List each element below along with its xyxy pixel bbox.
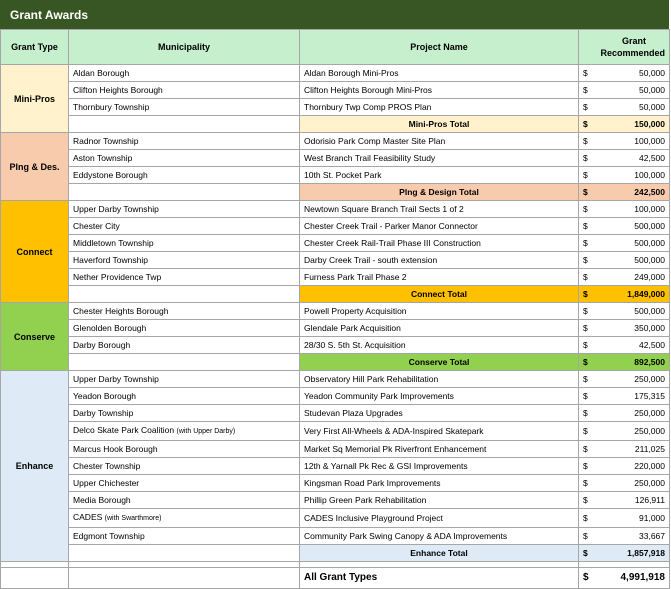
currency-symbol: $ bbox=[579, 167, 591, 184]
project-name-cell: West Branch Trail Feasibility Study bbox=[300, 150, 579, 167]
currency-symbol: $ bbox=[579, 441, 591, 458]
municipality-cell bbox=[69, 303, 300, 320]
sheet-title: Grant Awards bbox=[0, 0, 669, 29]
group-total-row bbox=[1, 545, 670, 562]
table-row bbox=[1, 388, 670, 405]
project-name-cell: Very First All-Wheels & ADA-Inspired Skatepark bbox=[300, 422, 579, 441]
currency-symbol: $ bbox=[579, 475, 591, 492]
project-name-cell: Glendale Park Acquisition bbox=[300, 320, 579, 337]
currency-symbol: $ bbox=[579, 235, 591, 252]
project-name-cell: Community Park Swing Canopy & ADA Improvements bbox=[300, 528, 579, 545]
municipality-name: Aston Township bbox=[73, 153, 133, 163]
municipality-cell bbox=[69, 320, 300, 337]
grant-type-cell: Enhance bbox=[1, 371, 69, 562]
currency-symbol: $ bbox=[579, 509, 591, 528]
municipality-name: Glenolden Borough bbox=[73, 323, 147, 333]
grant-amount-cell: 126,911 bbox=[591, 492, 670, 509]
grant-amount-cell: 500,000 bbox=[591, 218, 670, 235]
grand-total-amount: 4,991,918 bbox=[591, 568, 670, 589]
currency-symbol: $ bbox=[579, 528, 591, 545]
col-header-grant-line1: Grant bbox=[621, 36, 646, 46]
municipality-cell bbox=[69, 388, 300, 405]
currency-symbol: $ bbox=[579, 492, 591, 509]
grant-amount-cell: 211,025 bbox=[591, 441, 670, 458]
group-total-amount: 150,000 bbox=[591, 116, 670, 133]
municipality-name: Eddystone Borough bbox=[73, 170, 148, 180]
currency-symbol: $ bbox=[579, 371, 591, 388]
municipality-name: Chester City bbox=[73, 221, 120, 231]
project-name-cell: Market Sq Memorial Pk Riverfront Enhancement bbox=[300, 441, 579, 458]
table-row bbox=[1, 303, 670, 320]
grant-amount-cell: 500,000 bbox=[591, 235, 670, 252]
col-header-grant-recommended bbox=[579, 30, 670, 65]
municipality-cell bbox=[69, 475, 300, 492]
grant-type-cell: Plng & Des. bbox=[1, 133, 69, 201]
grant-amount-cell: 50,000 bbox=[591, 65, 670, 82]
currency-symbol: $ bbox=[579, 201, 591, 218]
table-row bbox=[1, 218, 670, 235]
project-name-cell: Darby Creek Trail - south extension bbox=[300, 252, 579, 269]
grant-amount-cell: 250,000 bbox=[591, 371, 670, 388]
currency-symbol: $ bbox=[579, 320, 591, 337]
municipality-name: CADES bbox=[73, 512, 103, 522]
municipality-name: Chester Township bbox=[73, 461, 141, 471]
grand-total-label: All Grant Types bbox=[300, 568, 579, 589]
table-row bbox=[1, 475, 670, 492]
municipality-name: Radnor Township bbox=[73, 136, 139, 146]
grant-amount-cell: 350,000 bbox=[591, 320, 670, 337]
group-total-row bbox=[1, 116, 670, 133]
municipality-cell bbox=[69, 492, 300, 509]
group-total-amount: 1,849,000 bbox=[591, 286, 670, 303]
municipality-cell bbox=[69, 528, 300, 545]
grant-type-cell: Connect bbox=[1, 201, 69, 303]
grant-amount-cell: 100,000 bbox=[591, 133, 670, 150]
municipality-cell bbox=[69, 252, 300, 269]
empty-cell bbox=[1, 568, 69, 589]
project-name-cell: CADES Inclusive Playground Project bbox=[300, 509, 579, 528]
grant-amount-cell: 42,500 bbox=[591, 150, 670, 167]
currency-symbol: $ bbox=[579, 568, 591, 589]
project-name-cell: Odorisio Park Comp Master Site Plan bbox=[300, 133, 579, 150]
municipality-cell bbox=[69, 150, 300, 167]
project-name-cell: Newtown Square Branch Trail Sects 1 of 2 bbox=[300, 201, 579, 218]
project-name-cell: Furness Park Trail Phase 2 bbox=[300, 269, 579, 286]
group-total-label: Conserve Total bbox=[300, 354, 579, 371]
group-total-row bbox=[1, 184, 670, 201]
empty-cell bbox=[69, 354, 300, 371]
grant-amount-cell: 250,000 bbox=[591, 422, 670, 441]
table-row bbox=[1, 82, 670, 99]
col-header-project-name: Project Name bbox=[300, 30, 579, 65]
empty-cell bbox=[69, 545, 300, 562]
project-name-cell: 10th St. Pocket Park bbox=[300, 167, 579, 184]
municipality-cell bbox=[69, 201, 300, 218]
municipality-name: Yeadon Borough bbox=[73, 391, 137, 401]
grant-amount-cell: 500,000 bbox=[591, 252, 670, 269]
municipality-cell bbox=[69, 405, 300, 422]
currency-symbol: $ bbox=[579, 422, 591, 441]
col-header-grant-line2: Recommended bbox=[600, 48, 665, 58]
grant-amount-cell: 91,000 bbox=[591, 509, 670, 528]
table-row bbox=[1, 167, 670, 184]
project-name-cell: Clifton Heights Borough Mini-Pros bbox=[300, 82, 579, 99]
currency-symbol: $ bbox=[579, 337, 591, 354]
municipality-cell bbox=[69, 65, 300, 82]
municipality-cell bbox=[69, 82, 300, 99]
grant-amount-cell: 100,000 bbox=[591, 167, 670, 184]
grant-amount-cell: 220,000 bbox=[591, 458, 670, 475]
table-row bbox=[1, 441, 670, 458]
municipality-cell bbox=[69, 509, 300, 528]
currency-symbol: $ bbox=[579, 218, 591, 235]
grant-amount-cell: 50,000 bbox=[591, 99, 670, 116]
currency-symbol: $ bbox=[579, 184, 591, 201]
municipality-name: Aldan Borough bbox=[73, 68, 130, 78]
municipality-cell bbox=[69, 269, 300, 286]
table-row bbox=[1, 458, 670, 475]
project-name-cell: Kingsman Road Park Improvements bbox=[300, 475, 579, 492]
empty-cell bbox=[69, 184, 300, 201]
group-total-amount: 892,500 bbox=[591, 354, 670, 371]
currency-symbol: $ bbox=[579, 303, 591, 320]
municipality-cell bbox=[69, 235, 300, 252]
table-row bbox=[1, 509, 670, 528]
group-total-label: Plng & Design Total bbox=[300, 184, 579, 201]
project-name-cell: Observatory Hill Park Rehabilitation bbox=[300, 371, 579, 388]
table-row bbox=[1, 99, 670, 116]
municipality-name: Upper Darby Township bbox=[73, 374, 159, 384]
currency-symbol: $ bbox=[579, 545, 591, 562]
grant-type-cell: Conserve bbox=[1, 303, 69, 371]
grant-amount-cell: 33,667 bbox=[591, 528, 670, 545]
municipality-name: Upper Chichester bbox=[73, 478, 140, 488]
project-name-cell: Chester Creek Rail-Trail Phase III Construction bbox=[300, 235, 579, 252]
municipality-cell bbox=[69, 371, 300, 388]
table-row bbox=[1, 133, 670, 150]
column-header-row bbox=[1, 30, 670, 65]
table-row bbox=[1, 320, 670, 337]
currency-symbol: $ bbox=[579, 65, 591, 82]
project-name-cell: Thornbury Twp Comp PROS Plan bbox=[300, 99, 579, 116]
currency-symbol: $ bbox=[579, 405, 591, 422]
table-row bbox=[1, 150, 670, 167]
project-name-cell: Aldan Borough Mini-Pros bbox=[300, 65, 579, 82]
group-total-label: Enhance Total bbox=[300, 545, 579, 562]
municipality-name: Middletown Township bbox=[73, 238, 154, 248]
municipality-name: Haverford Township bbox=[73, 255, 148, 265]
currency-symbol: $ bbox=[579, 133, 591, 150]
empty-cell bbox=[69, 568, 300, 589]
municipality-name: Delco Skate Park Coalition bbox=[73, 425, 175, 435]
municipality-cell bbox=[69, 218, 300, 235]
group-total-amount: 1,857,918 bbox=[591, 545, 670, 562]
col-header-municipality: Municipality bbox=[69, 30, 300, 65]
municipality-note: (with Swarthmore) bbox=[104, 515, 162, 522]
table-row bbox=[1, 337, 670, 354]
project-name-cell: Chester Creek Trail - Parker Manor Connector bbox=[300, 218, 579, 235]
currency-symbol: $ bbox=[579, 354, 591, 371]
municipality-note: (with Upper Darby) bbox=[176, 428, 236, 435]
municipality-name: Darby Township bbox=[73, 408, 134, 418]
table-row bbox=[1, 528, 670, 545]
group-total-amount: 242,500 bbox=[591, 184, 670, 201]
group-total-label: Connect Total bbox=[300, 286, 579, 303]
col-header-grant-type: Grant Type bbox=[1, 30, 69, 65]
grant-awards-table bbox=[0, 29, 670, 589]
currency-symbol: $ bbox=[579, 286, 591, 303]
project-name-cell: 28/30 S. 5th St. Acquisition bbox=[300, 337, 579, 354]
table-body bbox=[1, 65, 670, 589]
currency-symbol: $ bbox=[579, 99, 591, 116]
project-name-cell: Phillip Green Park Rehabilitation bbox=[300, 492, 579, 509]
group-total-row bbox=[1, 354, 670, 371]
table-row bbox=[1, 252, 670, 269]
currency-symbol: $ bbox=[579, 269, 591, 286]
municipality-cell bbox=[69, 337, 300, 354]
grant-amount-cell: 250,000 bbox=[591, 475, 670, 492]
group-total-label: Mini-Pros Total bbox=[300, 116, 579, 133]
empty-cell bbox=[69, 116, 300, 133]
municipality-cell bbox=[69, 99, 300, 116]
group-total-row bbox=[1, 286, 670, 303]
grant-amount-cell: 249,000 bbox=[591, 269, 670, 286]
currency-symbol: $ bbox=[579, 150, 591, 167]
currency-symbol: $ bbox=[579, 388, 591, 405]
project-name-cell: Studevan Plaza Upgrades bbox=[300, 405, 579, 422]
municipality-name: Nether Providence Twp bbox=[73, 272, 162, 282]
table-row bbox=[1, 405, 670, 422]
project-name-cell: Yeadon Community Park Improvements bbox=[300, 388, 579, 405]
municipality-cell bbox=[69, 441, 300, 458]
grand-total-row bbox=[1, 568, 670, 589]
grant-amount-cell: 50,000 bbox=[591, 82, 670, 99]
municipality-cell bbox=[69, 167, 300, 184]
empty-cell bbox=[69, 286, 300, 303]
grant-amount-cell: 175,315 bbox=[591, 388, 670, 405]
grant-amount-cell: 250,000 bbox=[591, 405, 670, 422]
municipality-cell bbox=[69, 422, 300, 441]
currency-symbol: $ bbox=[579, 82, 591, 99]
municipality-name: Thornbury Township bbox=[73, 102, 150, 112]
municipality-cell bbox=[69, 458, 300, 475]
grant-type-cell: Mini-Pros bbox=[1, 65, 69, 133]
table-row bbox=[1, 201, 670, 218]
grant-amount-cell: 42,500 bbox=[591, 337, 670, 354]
municipality-name: Edgmont Township bbox=[73, 531, 145, 541]
table-row bbox=[1, 269, 670, 286]
grant-amount-cell: 100,000 bbox=[591, 201, 670, 218]
currency-symbol: $ bbox=[579, 252, 591, 269]
currency-symbol: $ bbox=[579, 116, 591, 133]
municipality-name: Darby Borough bbox=[73, 340, 131, 350]
table-row bbox=[1, 371, 670, 388]
municipality-name: Marcus Hook Borough bbox=[73, 444, 158, 454]
table-row bbox=[1, 492, 670, 509]
municipality-name: Media Borough bbox=[73, 495, 131, 505]
grant-amount-cell: 500,000 bbox=[591, 303, 670, 320]
currency-symbol: $ bbox=[579, 458, 591, 475]
project-name-cell: Powell Property Acquisition bbox=[300, 303, 579, 320]
municipality-cell bbox=[69, 133, 300, 150]
table-row bbox=[1, 235, 670, 252]
municipality-name: Clifton Heights Borough bbox=[73, 85, 163, 95]
municipality-name: Upper Darby Township bbox=[73, 204, 159, 214]
table-row bbox=[1, 422, 670, 441]
table-row bbox=[1, 65, 670, 82]
project-name-cell: 12th & Yarnall Pk Rec & GSI Improvements bbox=[300, 458, 579, 475]
municipality-name: Chester Heights Borough bbox=[73, 306, 169, 316]
